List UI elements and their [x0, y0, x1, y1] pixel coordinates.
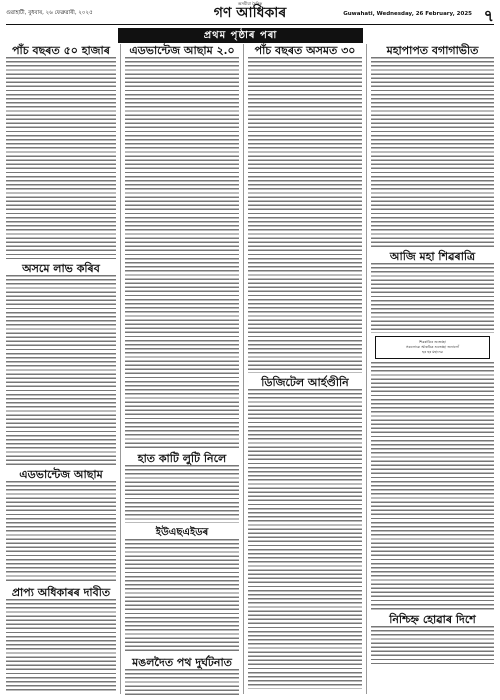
section-banner: প্ৰথম পৃষ্ঠাৰ পৰা	[118, 28, 363, 43]
article-body	[6, 57, 116, 259]
column-rule	[366, 44, 367, 694]
article-body	[125, 465, 239, 523]
headline: এডভান্টেজ আছাম	[19, 468, 103, 481]
article-body	[371, 263, 494, 333]
headline: পাঁচ বছৰত ৫০ হাজাৰ	[12, 44, 110, 57]
article-body	[371, 362, 494, 610]
header-date-bengali: গুৱাহাটী, বুধবাৰ, ২৬ ফেব্ৰুৱাৰী, ২০২৫	[6, 10, 93, 16]
page-number: ৭	[483, 6, 494, 25]
headline: নিশ্চিহ্ন হোৱাৰ দিশে	[389, 613, 476, 626]
headline: মঙলদৈত পথ দুৰ্ঘটনাত	[132, 656, 232, 669]
article-body	[6, 481, 116, 583]
article-body	[248, 57, 362, 373]
column-4	[371, 44, 494, 664]
article-body	[125, 57, 239, 449]
article-body	[248, 389, 362, 689]
headline: প্ৰাপ্য অধিকাৰৰ দাবীত	[11, 586, 111, 599]
article-body	[125, 669, 239, 695]
headline: হাত কাটি লুটি নিলে	[137, 452, 227, 465]
headline: ইউএছএইডৰ	[155, 527, 209, 538]
column-1	[6, 44, 116, 691]
masthead-title: গণ আধিকাৰ	[213, 5, 287, 21]
column-2	[125, 44, 239, 695]
headline: পাঁচ বছৰত অসমত ৩০	[254, 44, 356, 57]
headline: অসমে লাভ কৰিব	[22, 262, 100, 275]
column-3	[248, 44, 362, 689]
headline: আজি মহা শিৱৰাত্ৰি	[389, 250, 476, 263]
wishes-line: সকলোকে আন্তৰিক শুভেচ্ছা জনালোঁ	[406, 345, 459, 349]
wishes-box	[375, 336, 490, 359]
article-body	[6, 275, 116, 465]
header-date-english: Guwahati, Wednesday, 26 February, 2025	[343, 11, 472, 17]
headline: ডিজিটেল আৰ্হণ্ডীনি	[261, 376, 349, 389]
headline: এডভান্টেজ আছাম ২.০	[129, 44, 235, 57]
wishes-line: হৰ হৰ মহাদেৱ	[422, 350, 443, 354]
wishes-line: শিৱৰাত্ৰিৰ শুভেচ্ছা	[419, 340, 446, 344]
masthead-tagline: অসমীয়া দৈনিক	[237, 1, 263, 6]
article-body	[125, 539, 239, 653]
article-body	[371, 57, 494, 247]
masthead	[214, 2, 286, 20]
column-rule	[243, 44, 244, 694]
article-body	[6, 599, 116, 691]
column-rule	[120, 44, 121, 694]
article-body	[371, 626, 494, 664]
headline: মহাপাপত বগাগাভীত	[386, 44, 479, 57]
